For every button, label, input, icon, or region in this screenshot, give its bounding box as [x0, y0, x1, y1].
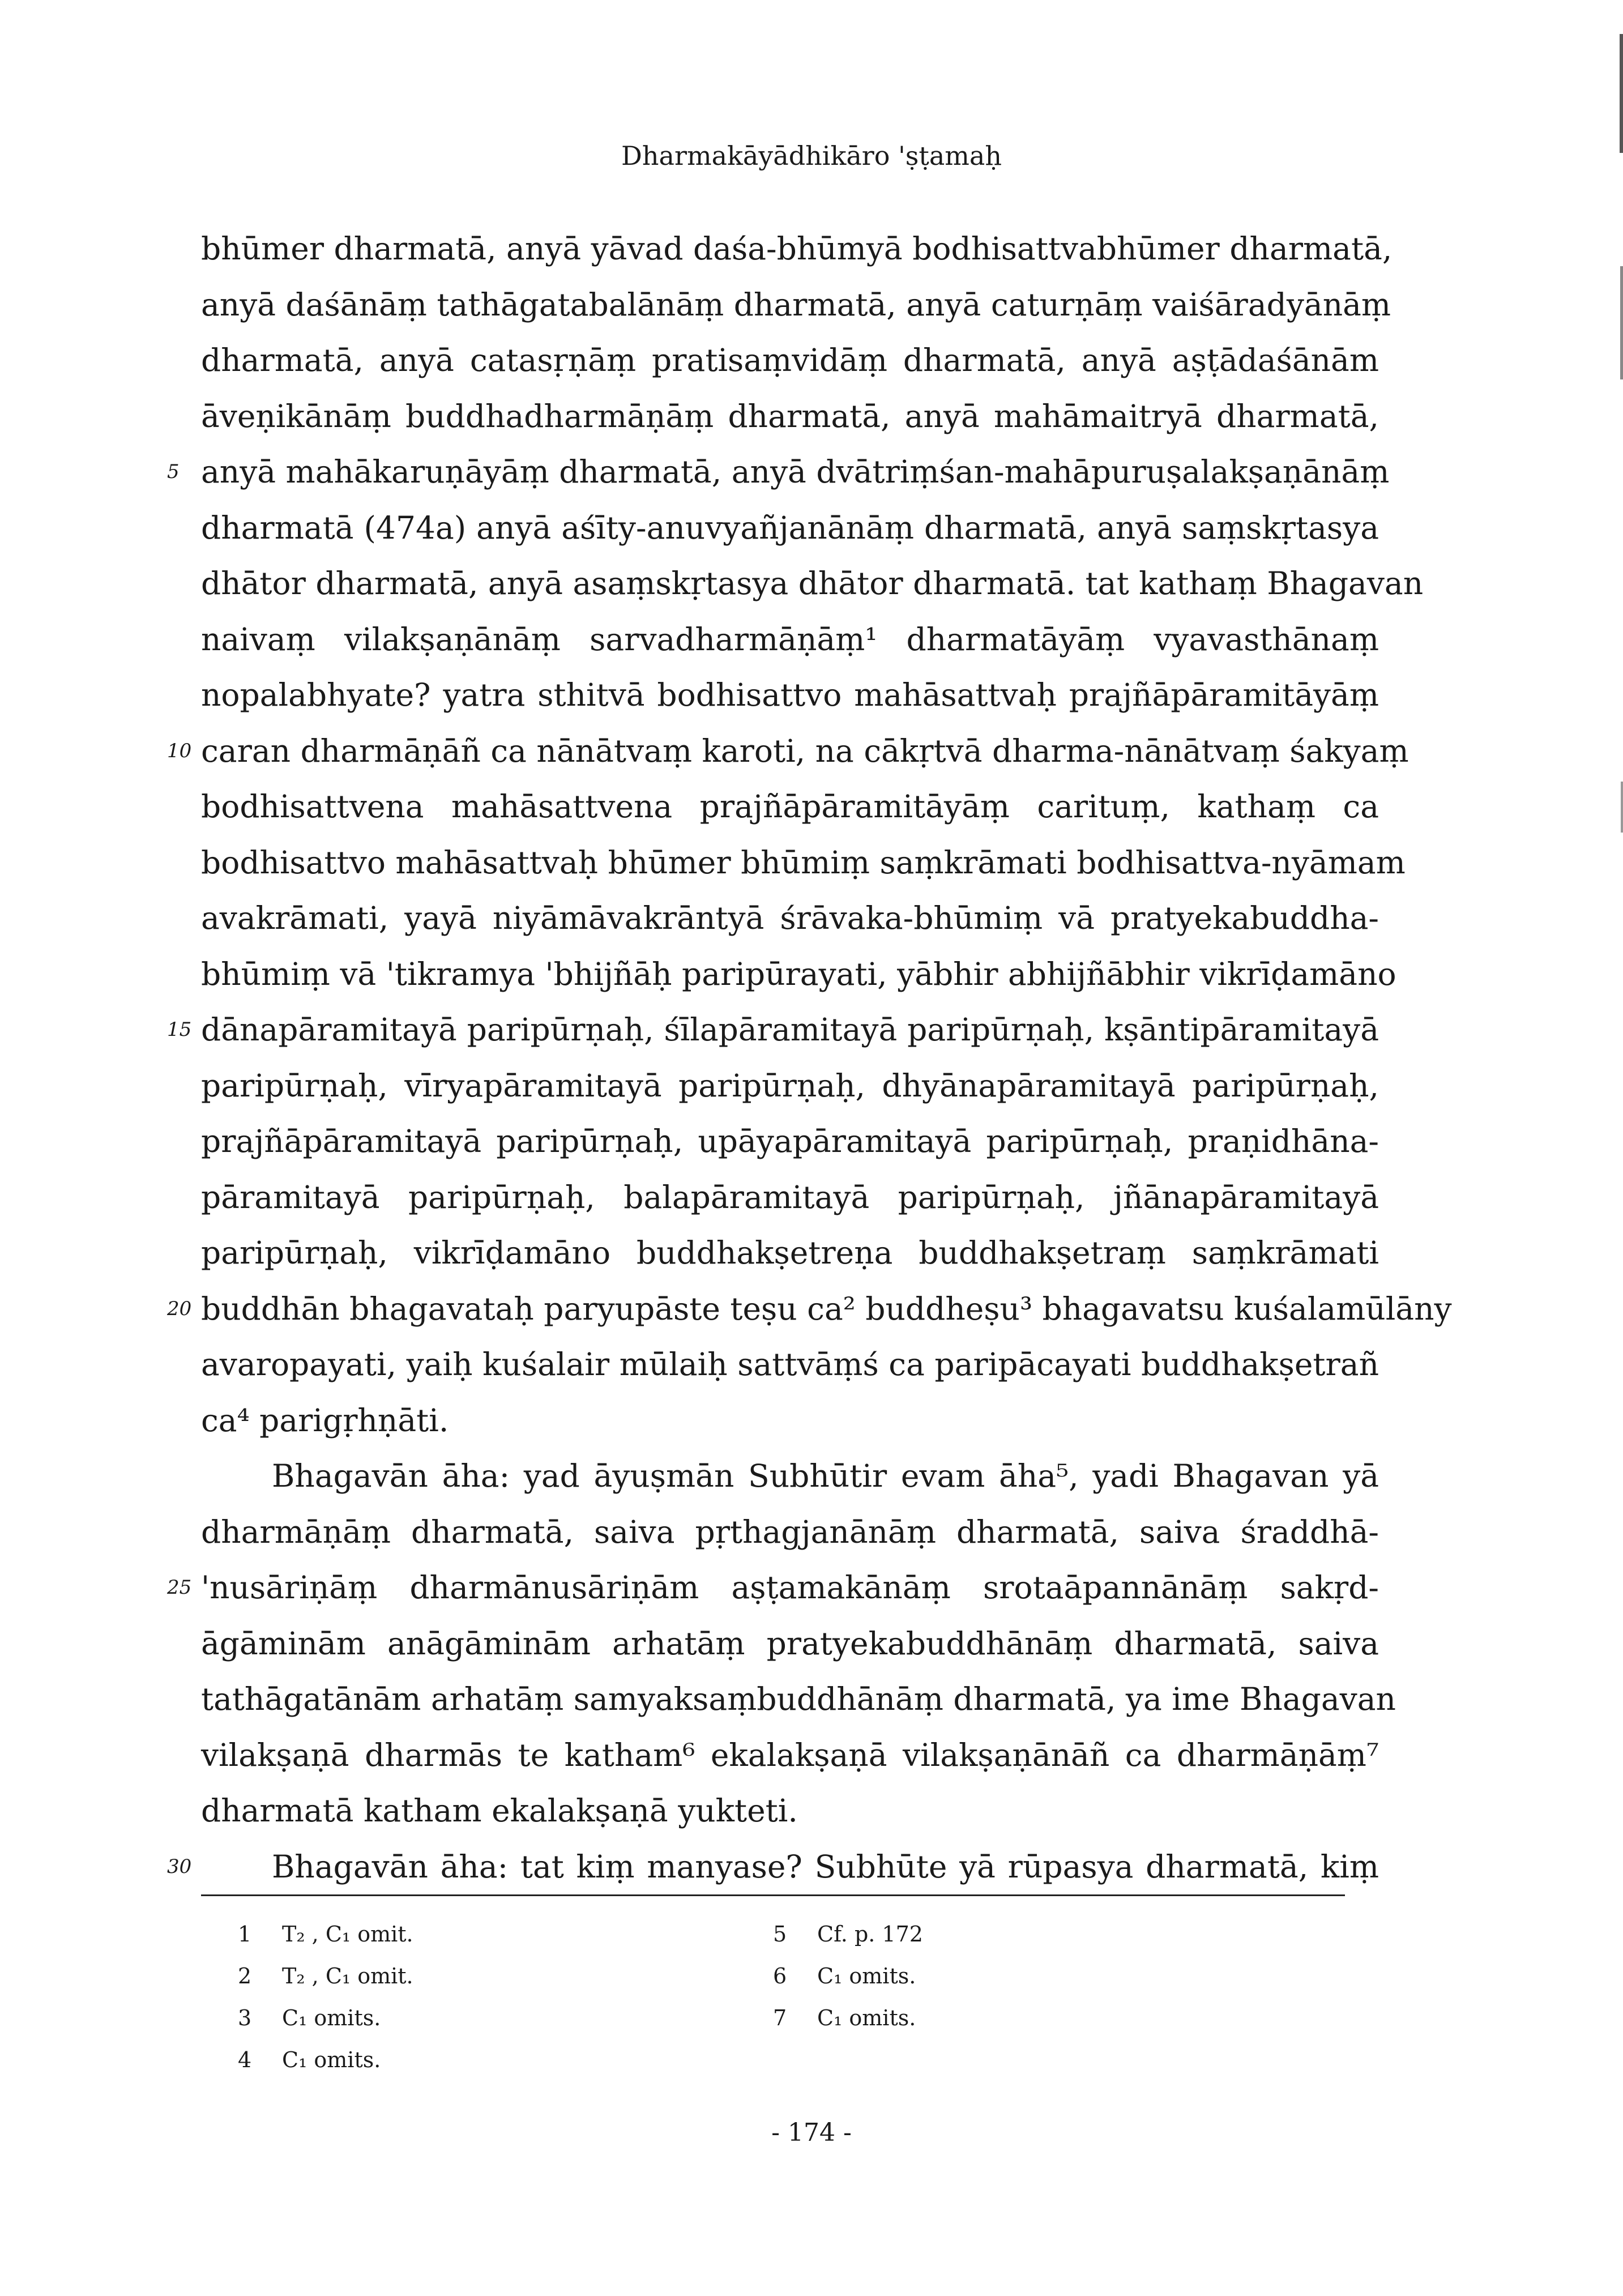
line-text: 'nusāriṇāṃ dharmānusāriṇām aṣṭamakānāṃ srotaāpannānāṃ sakṛd-	[201, 1569, 1379, 1606]
line-text: avaropayati, yaiḥ kuśalair mūlaiḥ sattvāṃś ca paripācayati buddhakṣetrañ	[201, 1346, 1379, 1382]
text-line	[201, 332, 1379, 389]
line-text: prajñāpāramitayā paripūrṇaḥ, upāyapāramitayā paripūrṇaḥ, praṇidhāna-	[201, 1123, 1379, 1159]
line-number: 25	[167, 1576, 192, 1599]
page-number: - 174 -	[771, 2118, 852, 2147]
text-line	[201, 667, 1379, 723]
text-line	[167, 1839, 1379, 1895]
footnote	[773, 1955, 1226, 1997]
line-text: ca⁴ parigṛhṇāti.	[201, 1402, 449, 1439]
footnote-text: T₂ , C₁ omit.	[282, 1964, 413, 1988]
line-text: dhātor dharmatā, anyā asaṃskṛtasya dhātor dharmatā. tat kathaṃ Bhagavan	[201, 565, 1424, 601]
line-text: dānapāramitayā paripūrṇaḥ, śīlapāramitayā paripūrṇaḥ, kṣāntipāramitayā	[201, 1012, 1379, 1048]
text-line	[167, 1281, 1452, 1337]
line-text: Bhagavān āha: tat kiṃ manyase? Subhūte yā rūpasya dharmatā, kiṃ	[272, 1848, 1379, 1885]
text-line	[167, 444, 1390, 500]
text-line	[201, 1393, 1379, 1449]
text-line	[201, 890, 1379, 946]
footnote	[238, 1913, 691, 1955]
footnotes-right-column	[773, 1913, 1226, 2039]
running-header: Dharmakāyādhikāro 'ṣṭamaḥ	[621, 140, 1002, 171]
footnote-text: T₂ , C₁ omit.	[282, 1922, 413, 1947]
text-line	[201, 1058, 1379, 1114]
footnote-number: 4	[238, 2047, 252, 2072]
footnote-text: C₁ omits.	[282, 2047, 381, 2072]
line-text: naivaṃ vilakṣaṇānāṃ sarvadharmāṇāṃ¹ dharmatāyāṃ vyavasthānaṃ	[201, 621, 1379, 658]
line-text: bhūmer dharmatā, anyā yāvad daśa-bhūmyā bodhisattvabhūmer dharmatā,	[201, 231, 1393, 267]
text-line	[201, 946, 1396, 1002]
text-line	[167, 723, 1409, 779]
footnote-number: 5	[773, 1922, 787, 1947]
line-text: caran dharmāṇāñ ca nānātvaṃ karoti, na cākṛtvā dharma-nānātvaṃ śakyaṃ	[201, 732, 1409, 769]
line-text: tathāgatānām arhatāṃ samyaksaṃbuddhānāṃ dharmatā, ya ime Bhagavan	[201, 1681, 1396, 1717]
footnote	[238, 2039, 691, 2081]
line-text: Bhagavān āha: yad āyuṣmān Subhūtir evam āha⁵, yadi Bhagavan yā	[272, 1458, 1379, 1494]
line-number: 10	[167, 739, 192, 762]
line-text: bodhisattvo mahāsattvaḥ bhūmer bhūmiṃ saṃkrāmati bodhisattva-nyāmam	[201, 844, 1406, 881]
scan-edge-mark	[1620, 34, 1623, 153]
line-text: dharmatā (474a) anyā aśīty-anuvyañjanānāṃ dharmatā, anyā saṃskṛtasya	[201, 509, 1379, 546]
footnote-text: Cf. p. 172	[817, 1922, 923, 1947]
line-number: 15	[167, 1018, 192, 1041]
line-text: dharmatā katham ekalakṣaṇā yukteti.	[201, 1793, 798, 1829]
footnote-text: C₁ omits.	[817, 1964, 916, 1988]
footnote-number: 7	[773, 2005, 787, 2030]
footnote	[773, 1997, 1226, 2039]
text-line	[201, 1616, 1379, 1672]
footnote	[238, 1997, 691, 2039]
text-line	[201, 1783, 1379, 1839]
footnote-number: 2	[238, 1964, 252, 1988]
text-line	[201, 779, 1379, 835]
footnote	[773, 1913, 1226, 1955]
text-line	[201, 500, 1379, 556]
footnote-text: C₁ omits.	[817, 2005, 916, 2030]
text-line	[201, 1504, 1379, 1560]
line-text: vilakṣaṇā dharmās te katham⁶ ekalakṣaṇā vilakṣaṇānāñ ca dharmāṇāṃ⁷	[201, 1736, 1379, 1773]
line-text: dharmāṇāṃ dharmatā, saiva pṛthagjanānāṃ dharmatā, saiva śraddhā-	[201, 1513, 1379, 1550]
line-text: bhūmiṃ vā 'tikramya 'bhijñāḥ paripūrayati, yābhir abhijñābhir vikrīḍamāno	[201, 955, 1396, 992]
line-text: buddhān bhagavataḥ paryupāste teṣu ca² buddheṣu³ bhagavatsu kuśalamūlāny	[201, 1290, 1452, 1327]
footnote-number: 3	[238, 2005, 252, 2030]
text-line	[201, 1113, 1379, 1170]
line-number: 5	[167, 460, 180, 483]
text-line	[201, 277, 1391, 333]
text-line	[201, 1337, 1379, 1393]
line-text: pāramitayā paripūrṇaḥ, balapāramitayā paripūrṇaḥ, jñānapāramitayā	[201, 1179, 1379, 1215]
text-line	[201, 612, 1379, 668]
line-number: 20	[167, 1297, 192, 1320]
line-text: paripūrṇaḥ, vikrīḍamāno buddhakṣetreṇa buddhakṣetraṃ saṃkrāmati	[201, 1235, 1379, 1271]
footnote-rule	[201, 1894, 1345, 1896]
line-number: 30	[167, 1855, 192, 1878]
text-line	[167, 1002, 1379, 1058]
text-line	[201, 1170, 1379, 1226]
scan-edge-mark	[1620, 266, 1623, 379]
footnotes-left-column	[238, 1913, 691, 2081]
text-line	[201, 1671, 1396, 1727]
line-text: anyā mahākaruṇāyāṃ dharmatā, anyā dvātriṃśan-mahāpuruṣalakṣaṇānāṃ	[201, 454, 1390, 490]
text-line	[201, 389, 1379, 445]
line-text: bodhisattvena mahāsattvena prajñāpāramitāyāṃ carituṃ, kathaṃ ca	[201, 788, 1379, 825]
line-text: anyā daśānāṃ tathāgatabalānāṃ dharmatā, anyā caturṇāṃ vaiśāradyānāṃ	[201, 286, 1391, 323]
footnote-number: 1	[238, 1922, 252, 1947]
scan-edge-mark	[1621, 782, 1623, 833]
text-line	[167, 1560, 1379, 1616]
line-text: paripūrṇaḥ, vīryapāramitayā paripūrṇaḥ, dhyānapāramitayā paripūrṇaḥ,	[201, 1067, 1379, 1104]
line-text: āveṇikānāṃ buddhadharmāṇāṃ dharmatā, anyā mahāmaitryā dharmatā,	[201, 398, 1379, 434]
main-text-block	[167, 221, 1452, 1894]
line-text: dharmatā, anyā catasṛṇāṃ pratisaṃvidāṃ dharmatā, anyā aṣṭādaśānām	[201, 342, 1379, 378]
footnote-text: C₁ omits.	[282, 2005, 381, 2030]
line-text: nopalabhyate? yatra sthitvā bodhisattvo mahāsattvaḥ prajñāpāramitāyāṃ	[201, 677, 1379, 713]
line-text: āgāminām anāgāminām arhatāṃ pratyekabuddhānāṃ dharmatā, saiva	[201, 1625, 1379, 1662]
text-line	[201, 1225, 1379, 1281]
footnote	[238, 1955, 691, 1997]
line-text: avakrāmati, yayā niyāmāvakrāntyā śrāvaka-bhūmiṃ vā pratyekabuddha-	[201, 900, 1379, 936]
text-line	[201, 1727, 1379, 1783]
text-line	[201, 221, 1393, 277]
text-line	[201, 835, 1406, 891]
text-line	[201, 1448, 1379, 1504]
footnote-number: 6	[773, 1964, 787, 1988]
text-line	[201, 556, 1424, 612]
